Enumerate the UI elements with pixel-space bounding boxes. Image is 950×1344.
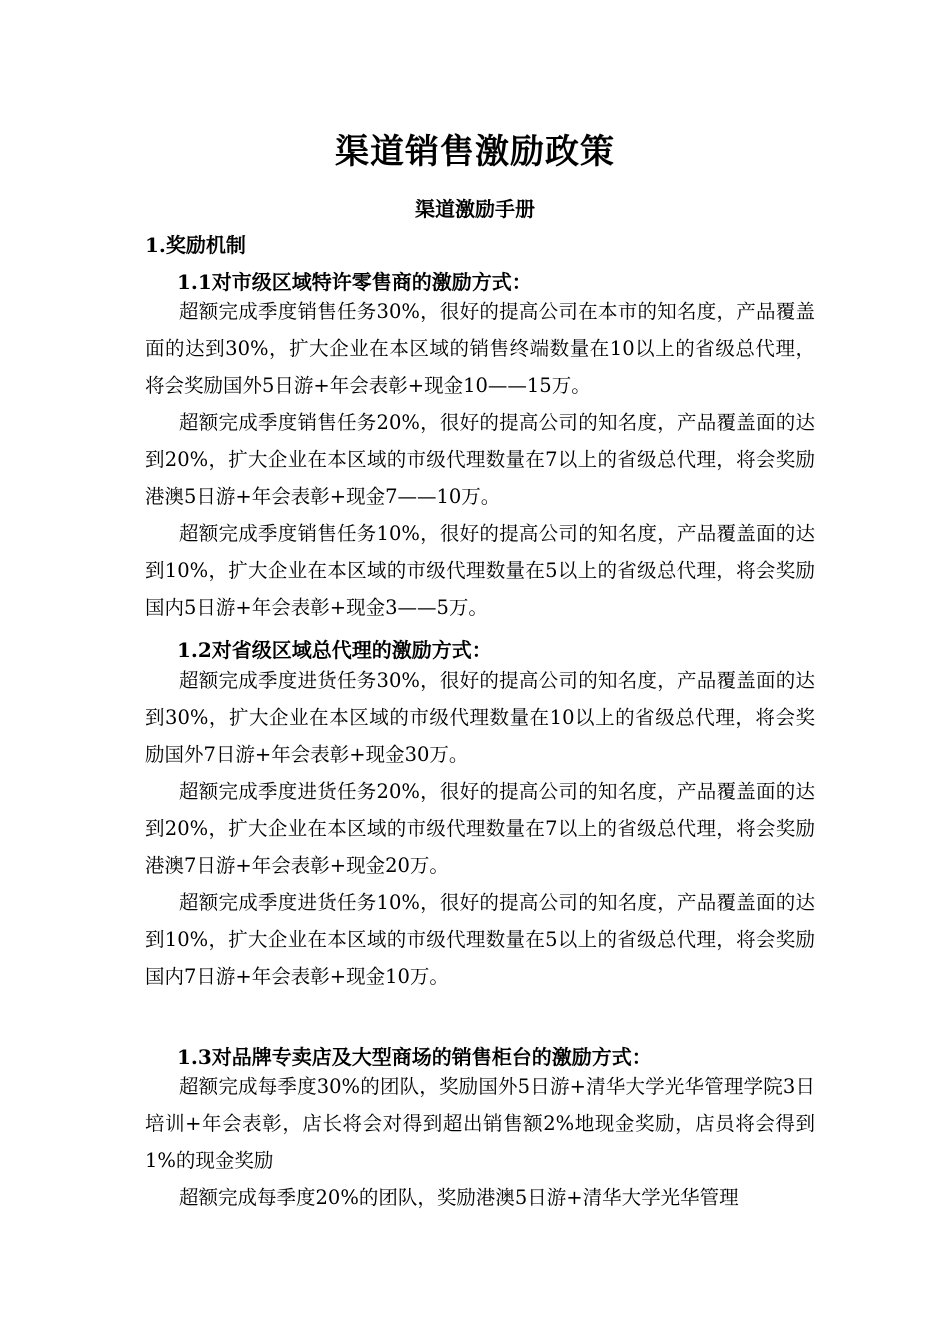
section-1-heading: 1.奖励机制 [145,233,246,257]
section-1-1-heading: 1.1对市级区域特许零售商的激励方式： [177,270,532,294]
document-title: 渠道销售激励政策 [335,132,615,172]
section-1-3-paragraph-2: 超额完成每季度20%的团队，奖励港澳5日游+清华大学光华管理 [179,1186,739,1209]
section-1-2-paragraph-1: 超额完成季度进货任务30%，很好的提高公司的知名度，产品覆盖面的达到30%，扩大企业在本区域的市级代理数量在10以上的省级总代理，将会奖励国外7日游+年会表彰+现金30万。 [145,669,815,766]
section-1-1-paragraph-3: 超额完成季度销售任务10%，很好的提高公司的知名度，产品覆盖面的达到10%，扩大企业在本区域的市级代理数量在5以上的省级总代理，将会奖励国内5日游+年会表彰+现金3——5万。 [145,522,815,619]
section-1-1-paragraph-2: 超额完成季度销售任务20%，很好的提高公司的知名度，产品覆盖面的达到20%，扩大企业在本区域的市级代理数量在7以上的省级总代理，将会奖励港澳5日游+年会表彰+现金7——10万。 [145,411,815,508]
section-1-1-paragraph-1: 超额完成季度销售任务30%，很好的提高公司在本市的知名度，产品覆盖面的达到30%，扩大企业在本区域的销售终端数量在10以上的省级总代理，将会奖励国外5日游+年会表彰+现金10——15万。 [145,300,815,397]
section-1-3-heading: 1.3对品牌专卖店及大型商场的销售柜台的激励方式： [177,1045,652,1069]
document-subtitle: 渠道激励手册 [415,197,535,221]
section-1-2-paragraph-2: 超额完成季度进货任务20%，很好的提高公司的知名度，产品覆盖面的达到20%，扩大企业在本区域的市级代理数量在7以上的省级总代理，将会奖励港澳7日游+年会表彰+现金20万。 [145,780,815,877]
section-1-2-paragraph-3: 超额完成季度进货任务10%，很好的提高公司的知名度，产品覆盖面的达到10%，扩大企业在本区域的市级代理数量在5以上的省级总代理，将会奖励国内7日游+年会表彰+现金10万。 [145,891,815,988]
section-1-2-heading: 1.2对省级区域总代理的激励方式： [177,638,492,662]
section-1-3-paragraph-1: 超额完成每季度30%的团队，奖励国外5日游+清华大学光华管理学院3日培训+年会表彰，店长将会对得到超出销售额2%地现金奖励，店员将会得到1%的现金奖励 [145,1075,815,1172]
